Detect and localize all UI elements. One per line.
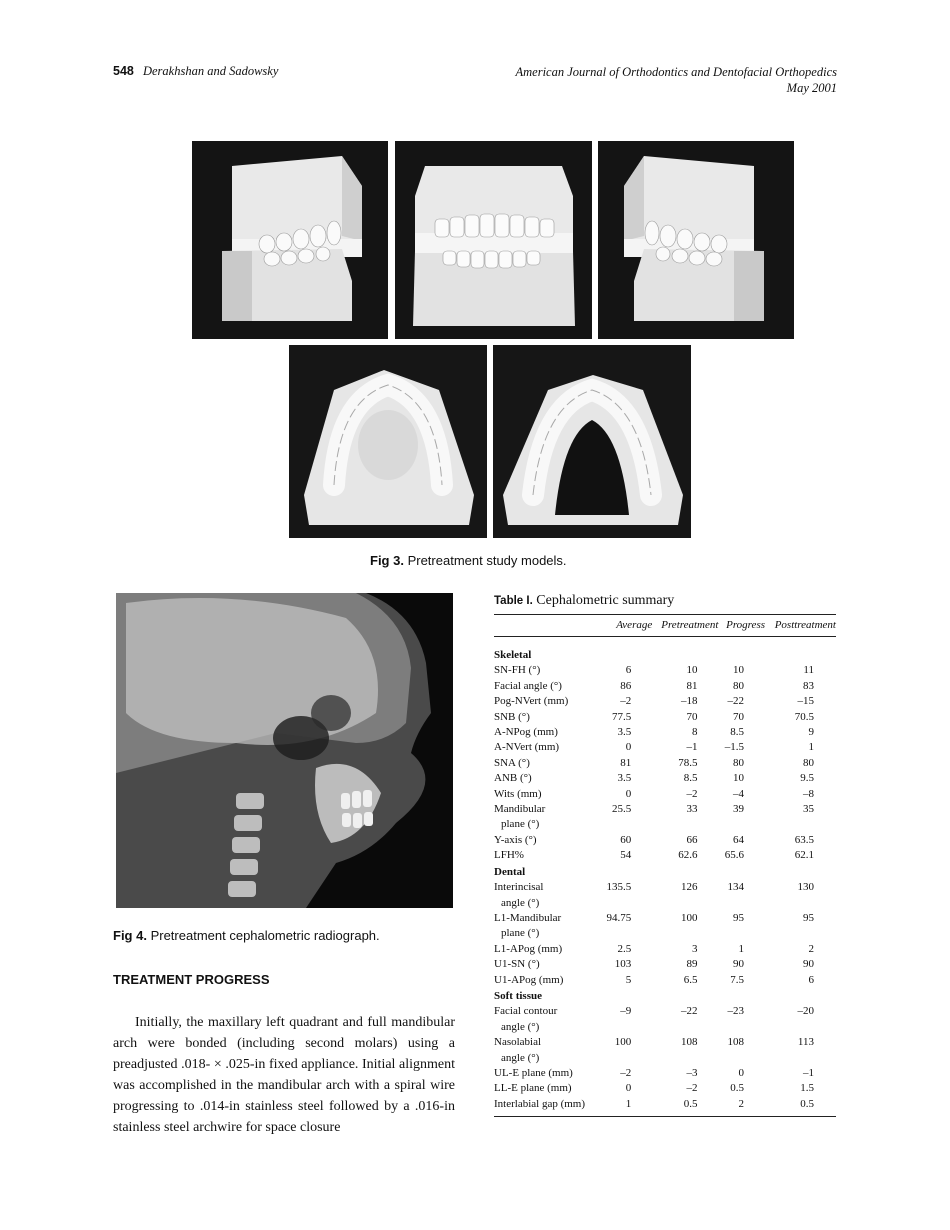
- parameter-cell: [494, 1066, 599, 1081]
- table-section-row: [494, 988, 836, 1004]
- value-cell: 7.5: [730, 973, 745, 986]
- figure-4-caption: [113, 928, 380, 943]
- parameter-cell: [494, 1004, 599, 1035]
- column-header: Pretreatment: [652, 615, 718, 637]
- parameter-cell: [494, 1035, 599, 1066]
- value-cell: –2: [620, 695, 632, 708]
- table-row: [494, 1004, 836, 1035]
- value-cell: 9.5: [800, 772, 814, 785]
- author-names: Derakhshan and Sadowsky: [142, 64, 279, 78]
- value-cell: 6.5: [683, 973, 698, 986]
- parameter-cell: [494, 942, 599, 957]
- parameter-name-continued: plane (°): [501, 818, 540, 831]
- parameter-cell: [494, 802, 599, 833]
- value-cell: 77.5: [611, 710, 632, 723]
- value-cell: 1: [808, 741, 814, 754]
- parameter-name: SNB (°): [494, 710, 530, 723]
- table-header-row: [494, 615, 836, 637]
- table-row: [494, 787, 836, 802]
- value-cell: 89: [686, 958, 698, 971]
- value-cell: 81: [686, 679, 698, 692]
- table-row: [494, 957, 836, 972]
- parameter-cell: [494, 1097, 599, 1117]
- value-cell: 62.1: [794, 849, 814, 862]
- journal-name: American Journal of Orthodontics and Dentofacial Orthopedics: [515, 65, 837, 79]
- parameter-cell: [494, 911, 599, 942]
- table-row: [494, 725, 836, 740]
- value-cell: 1: [738, 942, 745, 955]
- value-cell: 81: [620, 756, 632, 769]
- table-spacer-row: [494, 637, 836, 648]
- value-cell: 35: [803, 803, 814, 816]
- value-cell: 0.5: [765, 1097, 836, 1117]
- value-cell: 130: [797, 881, 814, 894]
- value-cell: 2.5: [617, 942, 632, 955]
- value-cell: 113: [797, 1036, 814, 1049]
- running-header-left: [113, 64, 278, 79]
- value-cell: –22: [680, 1005, 698, 1018]
- parameter-cell: [494, 756, 599, 771]
- value-cell: –18: [680, 695, 698, 708]
- issue-date: May 2001: [786, 81, 837, 95]
- figure-4-text: Pretreatment cephalometric radiograph.: [150, 928, 380, 943]
- value-cell: –2: [620, 1066, 632, 1079]
- table-row: [494, 771, 836, 786]
- column-header: Posttreatment: [765, 615, 836, 637]
- value-cell: 103: [614, 958, 632, 971]
- table-row: [494, 1097, 836, 1117]
- parameter-name: A-NVert (mm): [494, 741, 560, 754]
- study-model-frontal-photo: [395, 141, 592, 339]
- table-row: [494, 663, 836, 678]
- value-cell: 135.5: [606, 881, 632, 894]
- parameter-name-continued: angle (°): [501, 896, 540, 909]
- value-cell: –1: [803, 1066, 814, 1079]
- parameter-name: Pog-NVert (mm): [494, 695, 569, 708]
- value-cell: 3: [691, 942, 698, 955]
- value-cell: 126: [680, 881, 698, 894]
- parameter-name: U1-SN (°): [494, 958, 540, 971]
- parameter-name: SN-FH (°): [494, 664, 541, 677]
- table-row: [494, 1066, 836, 1081]
- table-row: [494, 942, 836, 957]
- value-cell: –9: [620, 1005, 632, 1018]
- body-paragraph: Initially, the maxillary left quadrant and full mandibular arch were bonded (including second molars) using a preadjusted .018- × .025-in fixed appliance. Initial alignment was accomplished in the mandibular arch with a spiral wire progressing to .014-in stainless steel followed by a .016-in stainless steel archwire for space closure: [113, 1015, 455, 1135]
- maxillary-occlusal-photo: [289, 345, 487, 538]
- parameter-cell: [494, 957, 599, 972]
- value-cell: 90: [733, 958, 745, 971]
- value-cell: 108: [680, 1036, 698, 1049]
- section-label: Dental: [494, 865, 526, 878]
- value-cell: 3.5: [617, 726, 632, 739]
- table-row: [494, 833, 836, 848]
- parameter-name: Nasolabial: [494, 1036, 542, 1049]
- table-row: [494, 740, 836, 755]
- cephalometric-radiograph: [116, 593, 453, 908]
- table-label: Table I.: [494, 595, 533, 607]
- parameter-name: Interincisal: [494, 881, 544, 894]
- table-row: [494, 1035, 836, 1066]
- value-cell: 64: [733, 833, 745, 846]
- table-row: [494, 802, 836, 833]
- parameter-cell: [494, 880, 599, 911]
- table-row: [494, 710, 836, 725]
- page-number: 548: [113, 64, 134, 78]
- parameter-name: SNA (°): [494, 756, 530, 769]
- figure-3-text: Pretreatment study models.: [407, 553, 567, 568]
- value-cell: 8: [691, 726, 698, 739]
- value-cell: 2: [808, 942, 814, 955]
- value-cell: 10: [686, 664, 698, 677]
- value-cell: 108: [727, 1036, 745, 1049]
- figure-3-caption: [370, 553, 567, 568]
- value-cell: 63.5: [794, 833, 814, 846]
- value-cell: 78.5: [678, 756, 698, 769]
- value-cell: 33: [686, 803, 698, 816]
- parameter-cell: [494, 787, 599, 802]
- parameter-name: LL-E plane (mm): [494, 1082, 572, 1095]
- table-row: [494, 880, 836, 911]
- value-cell: 5: [625, 973, 632, 986]
- value-cell: 90: [803, 958, 814, 971]
- value-cell: –3: [686, 1066, 698, 1079]
- parameter-cell: [494, 848, 599, 863]
- parameter-cell: [494, 1081, 599, 1096]
- table-section-row: [494, 647, 836, 663]
- table-body: [494, 637, 836, 1117]
- parameter-cell: [494, 833, 599, 848]
- value-cell: 1.5: [800, 1082, 814, 1095]
- section-label: Soft tissue: [494, 989, 542, 1002]
- value-cell: 1: [599, 1097, 652, 1117]
- parameter-name: UL-E plane (mm): [494, 1066, 573, 1079]
- value-cell: –2: [686, 787, 698, 800]
- parameter-name: Y-axis (°): [494, 833, 537, 846]
- section-label: Skeletal: [494, 649, 532, 661]
- study-model-right-lateral-photo: [192, 141, 388, 339]
- value-cell: 80: [733, 679, 745, 692]
- value-cell: 70: [686, 710, 698, 723]
- column-header: Average: [599, 615, 652, 637]
- value-cell: 86: [620, 679, 632, 692]
- table-row: [494, 694, 836, 709]
- value-cell: 25.5: [611, 803, 632, 816]
- parameter-name: ANB (°): [494, 772, 532, 785]
- parameter-cell: [494, 771, 599, 786]
- parameter-name: Mandibular: [494, 803, 546, 816]
- value-cell: 8.5: [683, 772, 698, 785]
- table-row: [494, 973, 836, 988]
- value-cell: 100: [614, 1036, 632, 1049]
- value-cell: –23: [727, 1005, 745, 1018]
- value-cell: –4: [733, 787, 745, 800]
- parameter-name: Interlabial gap (mm): [494, 1097, 586, 1110]
- table-title: [494, 593, 674, 609]
- value-cell: 95: [733, 911, 745, 924]
- value-cell: 0: [625, 1082, 632, 1095]
- value-cell: 10: [733, 772, 745, 785]
- value-cell: –15: [797, 695, 814, 708]
- value-cell: 62.6: [678, 849, 698, 862]
- parameter-cell: [494, 710, 599, 725]
- value-cell: –1: [686, 741, 698, 754]
- parameter-cell: [494, 740, 599, 755]
- value-cell: 80: [733, 756, 745, 769]
- figure-4-label: Fig 4.: [113, 928, 147, 943]
- table-row: [494, 679, 836, 694]
- parameter-name-continued: angle (°): [501, 1051, 540, 1064]
- value-cell: 100: [680, 911, 698, 924]
- value-cell: 80: [803, 756, 814, 769]
- value-cell: 9: [808, 726, 814, 739]
- parameter-name: Wits (mm): [494, 787, 542, 800]
- table-row: [494, 911, 836, 942]
- value-cell: 6: [625, 664, 632, 677]
- parameter-cell: [494, 973, 599, 988]
- value-cell: 3.5: [617, 772, 632, 785]
- table-row: [494, 848, 836, 863]
- figure-3-label: Fig 3.: [370, 553, 404, 568]
- value-cell: –2: [686, 1082, 698, 1095]
- section-heading: TREATMENT PROGRESS: [113, 972, 270, 987]
- mandibular-occlusal-photo: [493, 345, 691, 538]
- parameter-name: L1-APog (mm): [494, 942, 563, 955]
- value-cell: 10: [733, 664, 745, 677]
- cephalometric-summary-table: [494, 614, 836, 1117]
- value-cell: 11: [803, 664, 814, 677]
- value-cell: 70.5: [794, 710, 814, 723]
- parameter-name: U1-APog (mm): [494, 973, 564, 986]
- parameter-name-continued: plane (°): [501, 927, 540, 940]
- parameter-cell: [494, 679, 599, 694]
- value-cell: 95: [803, 911, 814, 924]
- value-cell: 60: [620, 833, 632, 846]
- parameter-name: Facial contour: [494, 1005, 558, 1018]
- table-row: [494, 756, 836, 771]
- parameter-name: L1-Mandibular: [494, 911, 562, 924]
- value-cell: 94.75: [606, 911, 632, 924]
- value-cell: 0.5: [730, 1082, 745, 1095]
- value-cell: –22: [727, 695, 745, 708]
- value-cell: 66: [686, 833, 698, 846]
- parameter-name: A-NPog (mm): [494, 726, 558, 739]
- value-cell: 6: [808, 973, 814, 986]
- parameter-cell: [494, 725, 599, 740]
- value-cell: –1.5: [724, 741, 745, 754]
- value-cell: 65.6: [724, 849, 745, 862]
- value-cell: 83: [803, 679, 814, 692]
- value-cell: 0: [625, 741, 632, 754]
- value-cell: 0: [625, 787, 632, 800]
- parameter-cell: [494, 694, 599, 709]
- parameter-cell: [494, 663, 599, 678]
- parameter-name: LFH%: [494, 849, 524, 862]
- column-header: Progress: [718, 615, 765, 637]
- value-cell: –20: [797, 1005, 814, 1018]
- value-cell: 39: [733, 803, 745, 816]
- study-model-left-lateral-photo: [598, 141, 794, 339]
- value-cell: 134: [727, 881, 745, 894]
- table-row: [494, 1081, 836, 1096]
- value-cell: 2: [718, 1097, 765, 1117]
- value-cell: 0: [738, 1066, 745, 1079]
- table-title-text: Cephalometric summary: [536, 593, 675, 608]
- value-cell: 70: [733, 710, 745, 723]
- value-cell: –8: [803, 787, 814, 800]
- parameter-name-continued: angle (°): [501, 1020, 540, 1033]
- value-cell: 0.5: [652, 1097, 718, 1117]
- parameter-name: Facial angle (°): [494, 679, 562, 692]
- running-header-right: [516, 64, 838, 96]
- value-cell: 54: [620, 849, 632, 862]
- table-section-row: [494, 864, 836, 880]
- value-cell: 8.5: [730, 726, 745, 739]
- column-header: [494, 615, 599, 637]
